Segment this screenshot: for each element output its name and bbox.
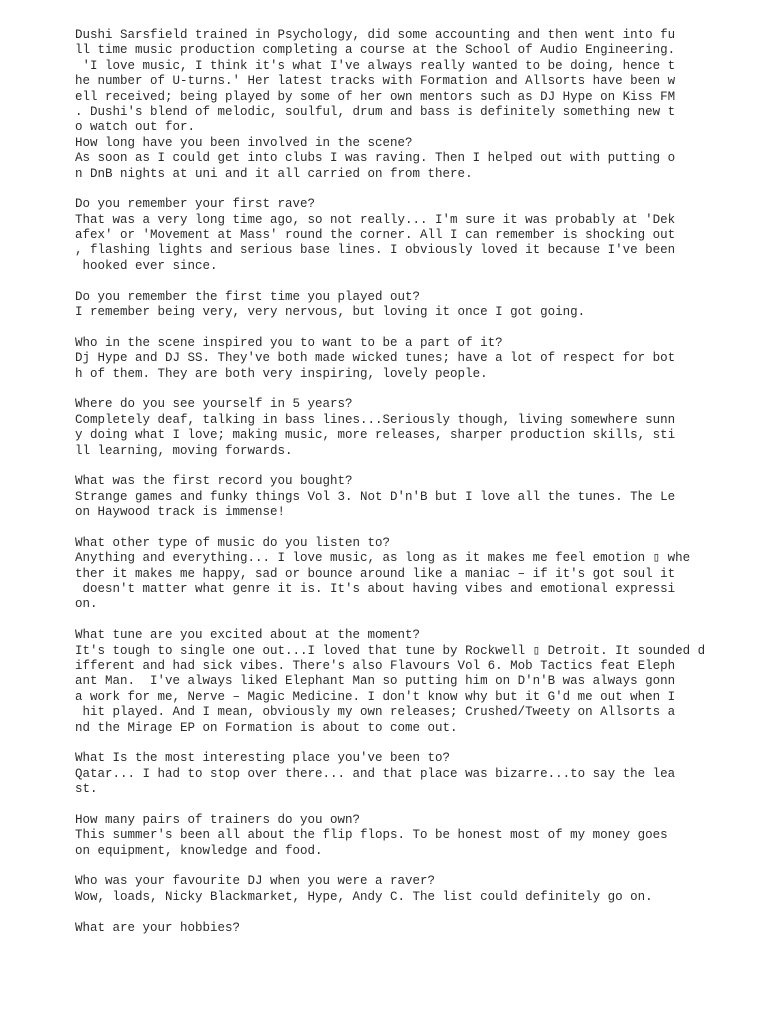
text-line: . Dushi's blend of melodic, soulful, drum and bass is definitely something new t [75,104,676,119]
text-line: Dushi Sarsfield trained in Psychology, did some accounting and then went into fu [75,28,676,42]
question-line: What tune are you excited about at the moment? [75,628,421,643]
text-line: ll time music production completing a course at the School of Audio Engineering. [75,43,676,58]
question-line: Where do you see yourself in 5 years? [75,397,353,412]
text-line: st. [75,782,98,797]
question-line: Who in the scene inspired you to want to be a part of it? [75,335,503,350]
text-line: Qatar... I had to stop over there... and that place was bizarre...to say the lea [75,766,676,781]
question-line: What other type of music do you listen to? [75,535,391,550]
text-line: hooked ever since. [75,258,218,273]
question-line: Do you remember the first time you played out? [75,289,421,304]
blank-line [75,320,715,335]
text-line: Completely deaf, talking in bass lines...Seriously though, living somewhere sunn [75,412,676,427]
question-line: How many pairs of trainers do you own? [75,812,361,827]
question-line: Do you remember your first rave? [75,197,316,212]
question-line: What are your hobbies? [75,920,241,935]
text-line: on Haywood track is immense! [75,505,286,520]
text-line: on. [75,597,98,612]
text-line: This summer's been all about the flip flops. To be honest most of my money goes [75,828,668,843]
text-line: Wow, loads, Nicky Blackmarket, Hype, Andy C. The list could definitely go on. [75,889,653,904]
blank-line [75,736,715,751]
text-line: ll learning, moving forwards. [75,443,293,458]
blank-line [75,521,715,536]
text-line: Strange games and funky things Vol 3. Not D'n'B but I love all the tunes. The Le [75,489,676,504]
text-line: ifferent and had sick vibes. There's also Flavours Vol 6. Mob Tactics feat Eleph [75,659,676,674]
text-line: o watch out for. [75,120,196,135]
question-line: What Is the most interesting place you've been to? [75,751,451,766]
blank-line [75,382,715,397]
document-text [75,28,715,936]
blank-line [75,905,715,920]
text-line: n DnB nights at uni and it all carried on from there. [75,166,473,181]
text-line: 'I love music, I think it's what I've always really wanted to be doing, hence t [75,58,676,73]
text-line: ell received; being played by some of her own mentors such as DJ Hype on Kiss FM [75,89,676,104]
text-line: Dj Hype and DJ SS. They've both made wicked tunes; have a lot of respect for bot [75,351,676,366]
text-line: , flashing lights and serious base lines. I obviously loved it because I've been [75,243,676,258]
text-line: hit played. And I mean, obviously my own releases; Crushed/Tweety on Allsorts a [75,705,676,720]
text-line: Anything and everything... I love music, as long as it makes me feel emotion ▯ whe [75,551,691,566]
text-line: y doing what I love; making music, more releases, sharper production skills, sti [75,428,676,443]
text-line: a work for me, Nerve – Magic Medicine. I don't know why but it G'd me out when I [75,689,676,704]
blank-line [75,613,715,628]
question-line: What was the first record you bought? [75,474,353,489]
text-line: ther it makes me happy, sad or bounce around like a maniac – if it's got soul it [75,566,676,581]
blank-line [75,459,715,474]
blank-line [75,859,715,874]
text-line: on equipment, knowledge and food. [75,843,323,858]
text-line: It's tough to single one out...I loved that tune by Rockwell ▯ Detroit. It sounded d [75,643,706,658]
text-line: I remember being very, very nervous, but loving it once I got going. [75,305,586,320]
text-line: he number of U-turns.' Her latest tracks with Formation and Allsorts have been w [75,74,676,89]
blank-line [75,798,715,813]
text-line: ant Man. I've always liked Elephant Man so putting him on D'n'B was always gonn [75,674,676,689]
question-line: How long have you been involved in the scene? [75,135,413,150]
text-line: nd the Mirage EP on Formation is about to come out. [75,720,458,735]
text-line: As soon as I could get into clubs I was raving. Then I helped out with putting o [75,151,676,166]
text-line: afex' or 'Movement at Mass' round the corner. All I can remember is shocking out [75,228,676,243]
text-line: h of them. They are both very inspiring, lovely people. [75,366,488,381]
text-line: That was a very long time ago, so not really... I'm sure it was probably at 'Dek [75,212,676,227]
text-line: doesn't matter what genre it is. It's about having vibes and emotional expressi [75,582,676,597]
blank-line [75,274,715,289]
question-line: Who was your favourite DJ when you were a raver? [75,874,436,889]
blank-line [75,182,715,197]
